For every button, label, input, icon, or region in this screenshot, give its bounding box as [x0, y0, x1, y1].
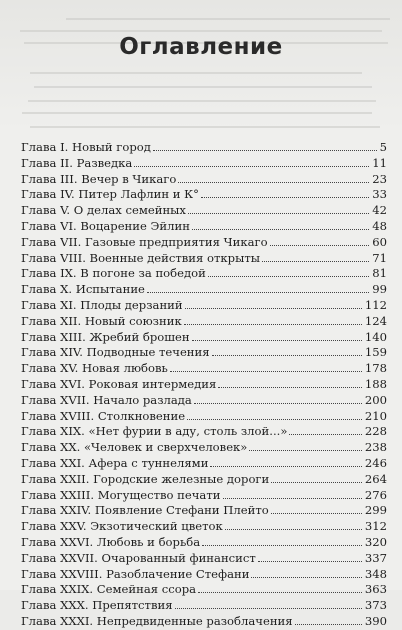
toc-entry[interactable]	[21, 440, 387, 456]
toc-entry[interactable]	[21, 503, 387, 519]
toc-entry-page-number: 320	[364, 534, 387, 549]
bleed-through-line	[20, 30, 382, 32]
toc-leader-dots	[270, 245, 370, 246]
toc-entry-page-number: 264	[364, 471, 387, 486]
toc-entry-title: Глава XXI. Афера с туннелями	[21, 455, 209, 470]
toc-entry[interactable]	[21, 393, 387, 409]
toc-entry[interactable]	[21, 377, 387, 393]
toc-entry-title: Глава IX. В погоне за победой	[21, 266, 206, 281]
toc-entry-title: Глава XX. «Человек и сверхчеловек»	[21, 440, 248, 455]
toc-leader-dots	[258, 561, 362, 562]
toc-entry-page-number: 228	[364, 424, 387, 439]
toc-entry-title: Глава XII. Новый союзник	[21, 313, 182, 328]
toc-leader-dots	[188, 213, 369, 214]
toc-leader-dots	[153, 150, 377, 151]
toc-entry[interactable]	[21, 219, 387, 235]
toc-entry[interactable]	[21, 567, 387, 583]
toc-entry[interactable]	[21, 614, 387, 630]
toc-leader-dots	[192, 229, 369, 230]
toc-entry-page-number: 363	[364, 582, 387, 597]
toc-entry-page-number: 48	[372, 218, 387, 233]
toc-entry-page-number: 238	[364, 440, 387, 455]
toc-entry[interactable]	[21, 345, 387, 361]
toc-leader-dots	[210, 466, 361, 467]
bleed-through-line	[30, 126, 380, 128]
toc-entry-page-number: 299	[364, 503, 387, 518]
toc-entry[interactable]	[21, 409, 387, 425]
toc-entry-title: Глава XXIV. Появление Стефани Плейто	[21, 503, 269, 518]
toc-entry-page-number: 5	[379, 140, 387, 154]
toc-leader-dots	[184, 324, 362, 325]
toc-entry[interactable]	[21, 314, 387, 330]
toc-entry-page-number: 60	[372, 234, 387, 249]
toc-leader-dots	[218, 387, 362, 388]
toc-entry-page-number: 11	[372, 155, 387, 170]
toc-entry-title: Глава XXXI. Непредвиденные разоблачения	[21, 613, 293, 628]
bleed-through-line	[28, 100, 376, 102]
toc-entry-title: Глава I. Новый город	[21, 140, 151, 154]
toc-entry[interactable]	[21, 535, 387, 551]
toc-entry[interactable]	[21, 519, 387, 535]
toc-entry-title: Глава XXV. Экзотический цветок	[21, 519, 223, 534]
toc-entry-page-number: 99	[372, 282, 387, 297]
toc-entry-page-number: 159	[364, 345, 387, 360]
toc-entry-title: Глава VIII. Военные действия открыты	[21, 250, 260, 265]
toc-entry-page-number: 373	[364, 598, 387, 613]
toc-entry[interactable]	[21, 361, 387, 377]
toc-entry-page-number: 33	[372, 187, 387, 202]
toc-entry-title: Глава XIX. «Нет фурии в аду, столь злой...»	[21, 424, 288, 439]
bleed-through-line	[34, 86, 372, 88]
toc-leader-dots	[185, 308, 362, 309]
toc-entry-page-number: 140	[364, 329, 387, 344]
toc-entry-title: Глава XXVII. Очарованный финансист	[21, 550, 256, 565]
toc-leader-dots	[262, 261, 369, 262]
toc-entry-title: Глава VII. Газовые предприятия Чикаго	[21, 234, 268, 249]
toc-leader-dots	[223, 498, 362, 499]
toc-entry-title: Глава XXII. Городские железные дороги	[21, 471, 270, 486]
toc-entry[interactable]	[21, 172, 387, 188]
toc-leader-dots	[147, 292, 369, 293]
toc-entry-page-number: 337	[364, 550, 387, 565]
toc-entry-title: Глава XVI. Роковая интермедия	[21, 376, 217, 391]
toc-entry[interactable]	[21, 187, 387, 203]
toc-entry-page-number: 178	[364, 361, 387, 376]
toc-entry-page-number: 112	[364, 297, 387, 312]
toc-leader-dots	[187, 419, 362, 420]
toc-leader-dots	[289, 434, 361, 435]
toc-leader-dots	[198, 592, 362, 593]
toc-leader-dots	[295, 624, 362, 625]
toc-entry-title: Глава VI. Воцарение Эйлин	[21, 218, 190, 233]
toc-entry[interactable]	[21, 598, 387, 614]
toc-entry-page-number: 81	[372, 266, 387, 281]
toc-leader-dots	[251, 577, 361, 578]
bleed-through-line	[22, 112, 372, 114]
bleed-through-line	[30, 72, 362, 74]
toc-entry[interactable]	[21, 472, 387, 488]
toc-entry-title: Глава IV. Питер Лафлин и К°	[21, 187, 199, 202]
toc-entry-title: Глава II. Разведка	[21, 155, 133, 170]
toc-entry[interactable]	[21, 551, 387, 567]
toc-entry[interactable]	[21, 330, 387, 346]
toc-leader-dots	[175, 608, 362, 609]
toc-entry-page-number: 312	[364, 519, 387, 534]
toc-entry-title: Глава V. О делах семейных	[21, 203, 186, 218]
toc-leader-dots	[271, 513, 362, 514]
toc-entry-page-number: 210	[364, 408, 387, 423]
toc-entry[interactable]	[21, 282, 387, 298]
toc-entry-title: Глава XVIII. Столкновение	[21, 408, 186, 423]
toc-entry-page-number: 200	[364, 392, 387, 407]
toc-entry-page-number: 42	[372, 203, 387, 218]
toc-entry-title: Глава XXIX. Семейная ссора	[21, 582, 197, 597]
toc-entry[interactable]	[21, 235, 387, 251]
toc-entry-page-number: 71	[372, 250, 387, 265]
toc-entry[interactable]	[21, 424, 387, 440]
toc-entry-title: Глава XXX. Препятствия	[21, 598, 173, 613]
toc-entry-page-number: 246	[364, 455, 387, 470]
toc-entry-title: Глава XXIII. Могущество печати	[21, 487, 221, 502]
toc-entry[interactable]	[21, 456, 387, 472]
toc-entry-page-number: 276	[364, 487, 387, 502]
toc-entry[interactable]	[21, 156, 387, 172]
toc-entry-page-number: 124	[364, 313, 387, 328]
toc-entry[interactable]	[21, 488, 387, 504]
toc-entry-title: Глава XXVIII. Разоблачение Стефани	[21, 566, 250, 581]
toc-leader-dots	[212, 355, 362, 356]
toc-entry-title: Глава XI. Плоды дерзаний	[21, 297, 183, 312]
toc-leader-dots	[249, 450, 361, 451]
toc-entry[interactable]	[21, 203, 387, 219]
toc-entry-page-number: 348	[364, 566, 387, 581]
toc-entry-title: Глава III. Вечер в Чикаго	[21, 171, 177, 186]
toc-entry[interactable]	[21, 266, 387, 282]
bleed-through-line	[66, 18, 390, 20]
toc-leader-dots	[194, 403, 362, 404]
toc-entry-title: Глава XIII. Жребий брошен	[21, 329, 190, 344]
toc-entry[interactable]	[21, 582, 387, 598]
page-title: Оглавление	[119, 34, 283, 60]
table-of-contents	[21, 140, 387, 630]
toc-entry-page-number: 390	[364, 613, 387, 628]
toc-leader-dots	[192, 340, 362, 341]
toc-leader-dots	[208, 276, 369, 277]
toc-entry-title: Глава XV. Новая любовь	[21, 361, 168, 376]
toc-leader-dots	[178, 182, 369, 183]
toc-entry[interactable]	[21, 251, 387, 267]
toc-entry[interactable]	[21, 140, 387, 156]
toc-leader-dots	[271, 482, 362, 483]
toc-leader-dots	[170, 371, 362, 372]
toc-entry-title: Глава XXVI. Любовь и борьба	[21, 534, 201, 549]
toc-entry-page-number: 188	[364, 376, 387, 391]
toc-entry[interactable]	[21, 298, 387, 314]
toc-leader-dots	[202, 545, 362, 546]
toc-leader-dots	[201, 197, 369, 198]
toc-entry-title: Глава XIV. Подводные течения	[21, 345, 210, 360]
toc-entry-title: Глава XVII. Начало разлада	[21, 392, 192, 407]
toc-leader-dots	[134, 166, 369, 167]
toc-leader-dots	[225, 529, 362, 530]
toc-entry-page-number: 23	[372, 171, 387, 186]
toc-entry-title: Глава X. Испытание	[21, 282, 145, 297]
